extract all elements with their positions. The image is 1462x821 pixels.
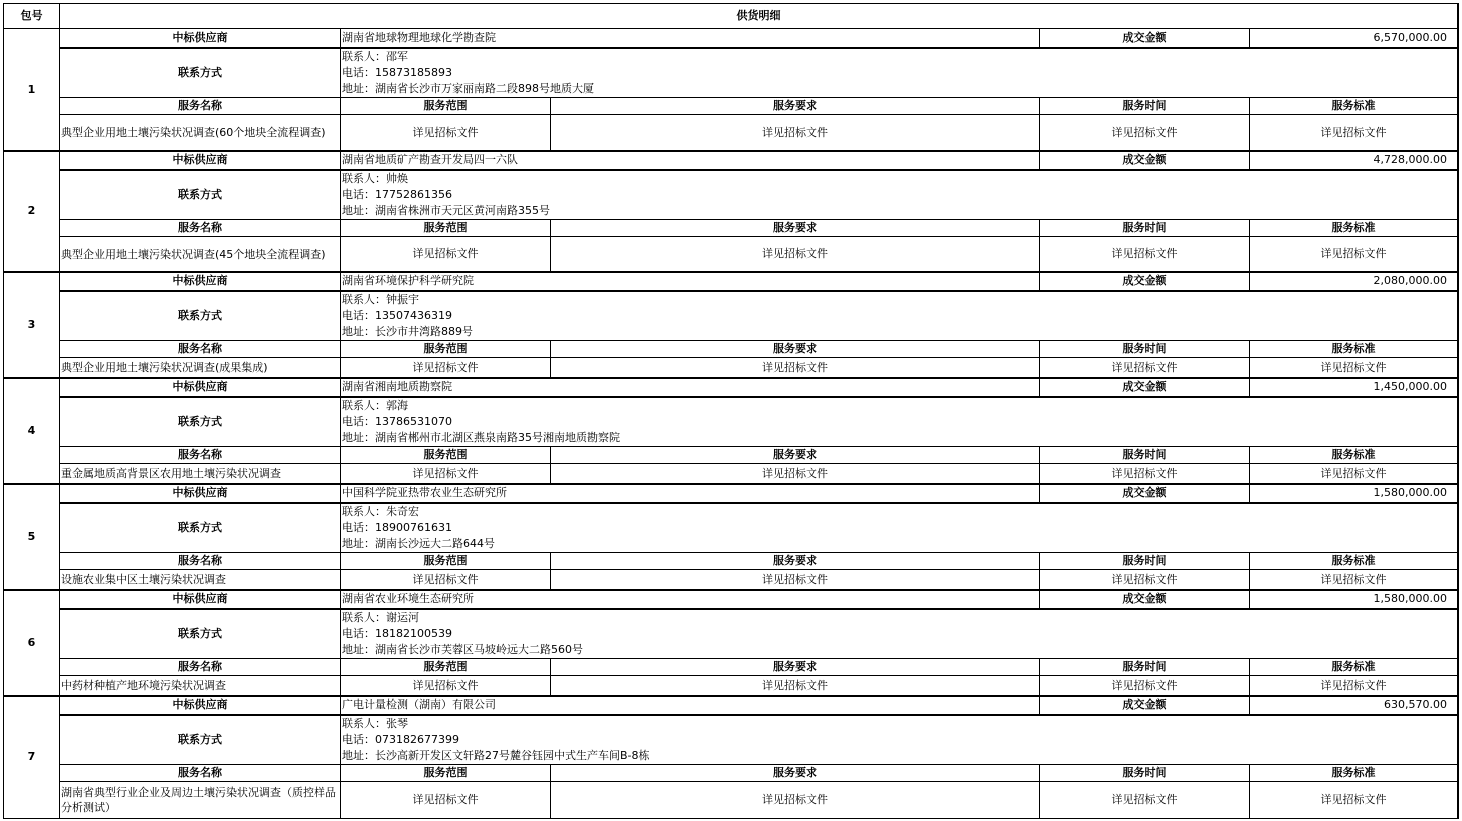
contact-address: 地址：长沙高新开发区文轩路27号麓谷钰园中式生产车间B-8栋	[342, 748, 650, 762]
service-scope: 详见招标文件	[412, 360, 479, 374]
package-number-header: 包号	[20, 9, 43, 22]
contact-label: 联系方式	[178, 520, 222, 534]
supplier-name: 湖南省地质矿产勘查开发局四一六队	[342, 153, 518, 166]
amount-label: 成交金额	[1122, 698, 1167, 711]
contact-address: 地址：湖南省长沙市芙蓉区马坡岭远大二路560号	[342, 642, 583, 656]
service-requirement-label: 服务要求	[773, 221, 817, 234]
supplier-label: 中标供应商	[172, 31, 228, 44]
amount-value: 4,728,000.00	[1373, 153, 1447, 166]
supplier-label: 中标供应商	[172, 592, 228, 605]
contact-address: 地址：湖南省长沙市万家丽南路二段898号地质大厦	[342, 81, 594, 95]
amount-value: 2,080,000.00	[1373, 274, 1447, 287]
service-time-label: 服务时间	[1122, 221, 1167, 234]
package-number: 1	[27, 82, 36, 96]
contact-phone: 电话：17752861356	[342, 187, 452, 201]
contact-label: 联系方式	[178, 187, 222, 201]
contact-label: 联系方式	[178, 414, 222, 428]
service-time-label: 服务时间	[1122, 99, 1167, 112]
contact-phone: 电话：15873185893	[342, 65, 452, 79]
service-requirement-label: 服务要求	[773, 554, 817, 567]
package-number: 2	[27, 204, 36, 217]
contact-address: 地址：湖南省郴州市北湖区燕泉南路35号湘南地质勘察院	[342, 430, 620, 444]
contact-person: 联系人：朱奇宏	[342, 504, 419, 518]
service-time: 详见招标文件	[1111, 125, 1178, 139]
supplier-label: 中标供应商	[172, 380, 228, 393]
service-scope-label: 服务范围	[423, 554, 468, 567]
contact-label: 联系方式	[178, 626, 222, 640]
supplier-name: 湖南省湘南地质勘察院	[342, 380, 452, 393]
service-time-label: 服务时间	[1122, 342, 1167, 355]
amount-label: 成交金额	[1122, 380, 1167, 393]
package-number: 3	[27, 317, 36, 331]
amount-value: 630,570.00	[1384, 698, 1447, 711]
package-number: 7	[27, 750, 36, 763]
service-standard-label: 服务标准	[1331, 554, 1376, 567]
service-scope-label: 服务范围	[423, 448, 468, 461]
service-requirement: 详见招标文件	[762, 360, 828, 374]
amount-value: 1,450,000.00	[1373, 380, 1447, 393]
service-scope-label: 服务范围	[423, 342, 468, 355]
service-scope: 详见招标文件	[412, 125, 479, 139]
service-standard-label: 服务标准	[1331, 342, 1376, 355]
service-requirement: 详见招标文件	[762, 466, 828, 480]
contact-person: 联系人：帅焕	[342, 171, 408, 185]
amount-label: 成交金额	[1122, 486, 1167, 499]
contact-person: 联系人：郭海	[342, 398, 408, 412]
supplier-label: 中标供应商	[172, 274, 228, 287]
service-scope: 详见招标文件	[412, 793, 479, 806]
contact-phone: 电话：073182677399	[342, 732, 459, 746]
supply-detail-header: 供货明细	[736, 9, 781, 22]
supplier-name: 湖南省地球物理地球化学勘查院	[342, 31, 496, 44]
service-requirement: 详见招标文件	[762, 247, 828, 260]
amount-value: 1,580,000.00	[1373, 592, 1447, 605]
contact-person: 联系人：邵军	[342, 49, 408, 63]
service-name: 湖南省典型行业企业及周边土壤污染状况调查（质控样品分析测试）	[61, 786, 336, 814]
service-name: 设施农业集中区土壤污染状况调查	[61, 573, 226, 586]
service-time: 详见招标文件	[1111, 466, 1178, 480]
service-requirement: 详见招标文件	[762, 125, 828, 139]
service-scope: 详见招标文件	[412, 247, 479, 260]
contact-person: 联系人：钟振宇	[342, 292, 419, 306]
service-scope: 详见招标文件	[412, 572, 479, 586]
service-name: 典型企业用地土壤污染状况调查(45个地块全流程调查)	[61, 247, 326, 261]
service-requirement-label: 服务要求	[773, 766, 817, 779]
service-name-label: 服务名称	[178, 448, 222, 461]
package-number: 4	[27, 423, 36, 437]
package-number: 5	[27, 529, 36, 543]
amount-value: 6,570,000.00	[1373, 31, 1447, 44]
supplier-name: 广电计量检测（湖南）有限公司	[342, 698, 496, 711]
service-time: 详见招标文件	[1111, 360, 1178, 374]
contact-details	[341, 48, 1457, 97]
service-time-label: 服务时间	[1122, 448, 1167, 461]
service-standard: 详见招标文件	[1320, 572, 1387, 586]
supplier-label: 中标供应商	[172, 486, 228, 499]
service-standard: 详见招标文件	[1320, 360, 1387, 374]
service-name: 中药材种植产地环境污染状况调查	[61, 679, 226, 692]
service-standard-label: 服务标准	[1331, 221, 1376, 234]
contact-phone: 电话：13507436319	[342, 308, 452, 322]
service-requirement-label: 服务要求	[773, 448, 817, 461]
contact-address: 地址：湖南长沙远大二路644号	[342, 536, 495, 550]
service-standard: 详见招标文件	[1320, 125, 1387, 139]
service-name: 重金属地质高背景区农用地土壤污染状况调查	[61, 467, 281, 480]
amount-label: 成交金额	[1122, 274, 1167, 287]
service-scope-label: 服务范围	[423, 766, 468, 779]
service-requirement-label: 服务要求	[773, 660, 817, 673]
service-time: 详见招标文件	[1111, 247, 1178, 260]
contact-phone: 电话：18182100539	[342, 626, 452, 640]
service-time-label: 服务时间	[1122, 766, 1167, 779]
service-scope-label: 服务范围	[423, 221, 468, 234]
service-requirement: 详见招标文件	[762, 793, 828, 806]
service-standard-label: 服务标准	[1331, 660, 1376, 673]
service-standard: 详见招标文件	[1320, 793, 1387, 806]
supplier-name: 中国科学院亚热带农业生态研究所	[342, 486, 507, 499]
supplier-label: 中标供应商	[172, 698, 228, 711]
service-name-label: 服务名称	[178, 660, 222, 673]
contact-details	[341, 291, 1457, 340]
contact-details	[341, 170, 1457, 219]
contact-phone: 电话：13786531070	[342, 414, 452, 428]
service-requirement: 详见招标文件	[762, 572, 828, 586]
service-standard: 详见招标文件	[1320, 466, 1387, 480]
contact-person: 联系人：谢运河	[342, 610, 419, 624]
contact-label: 联系方式	[178, 308, 222, 322]
service-standard-label: 服务标准	[1331, 766, 1376, 779]
service-time: 详见招标文件	[1111, 793, 1178, 806]
service-name-label: 服务名称	[178, 99, 222, 112]
supplier-label: 中标供应商	[172, 153, 228, 166]
service-scope-label: 服务范围	[423, 660, 468, 673]
contact-label: 联系方式	[178, 732, 222, 746]
service-standard: 详见招标文件	[1320, 247, 1387, 260]
contact-details	[341, 503, 1457, 552]
amount-label: 成交金额	[1122, 31, 1167, 44]
service-scope: 详见招标文件	[412, 466, 479, 480]
supplier-name: 湖南省环境保护科学研究院	[342, 274, 474, 287]
service-time: 详见招标文件	[1111, 572, 1178, 586]
contact-details	[341, 715, 1457, 764]
service-name-label: 服务名称	[178, 221, 222, 234]
contact-address: 地址：湖南省株洲市天元区黄河南路355号	[342, 203, 550, 217]
service-requirement-label: 服务要求	[773, 99, 817, 112]
service-time-label: 服务时间	[1122, 660, 1167, 673]
service-name-label: 服务名称	[178, 554, 222, 567]
contact-address: 地址：长沙市井湾路889号	[342, 324, 473, 338]
supplier-name: 湖南省农业环境生态研究所	[342, 592, 474, 605]
contact-person: 联系人：张琴	[342, 716, 408, 730]
service-standard-label: 服务标准	[1331, 448, 1376, 461]
amount-label: 成交金额	[1122, 592, 1167, 605]
contact-details	[341, 397, 1457, 446]
service-name-label: 服务名称	[178, 342, 222, 355]
service-name: 典型企业用地土壤污染状况调查(成果集成)	[61, 361, 268, 374]
contact-phone: 电话：18900761631	[342, 520, 452, 534]
package-number: 6	[27, 635, 36, 649]
service-name: 典型企业用地土壤污染状况调查(60个地块全流程调查)	[61, 126, 326, 139]
service-scope: 详见招标文件	[412, 678, 479, 692]
service-standard-label: 服务标准	[1331, 99, 1376, 112]
contact-label: 联系方式	[178, 65, 222, 79]
service-name-label: 服务名称	[178, 766, 222, 779]
service-time-label: 服务时间	[1122, 554, 1167, 567]
service-standard: 详见招标文件	[1320, 678, 1387, 692]
service-requirement-label: 服务要求	[773, 342, 817, 355]
amount-label: 成交金额	[1122, 153, 1167, 166]
service-requirement: 详见招标文件	[762, 678, 828, 692]
service-time: 详见招标文件	[1111, 678, 1178, 692]
contact-details	[341, 609, 1457, 658]
service-scope-label: 服务范围	[423, 99, 468, 112]
amount-value: 1,580,000.00	[1373, 486, 1447, 499]
